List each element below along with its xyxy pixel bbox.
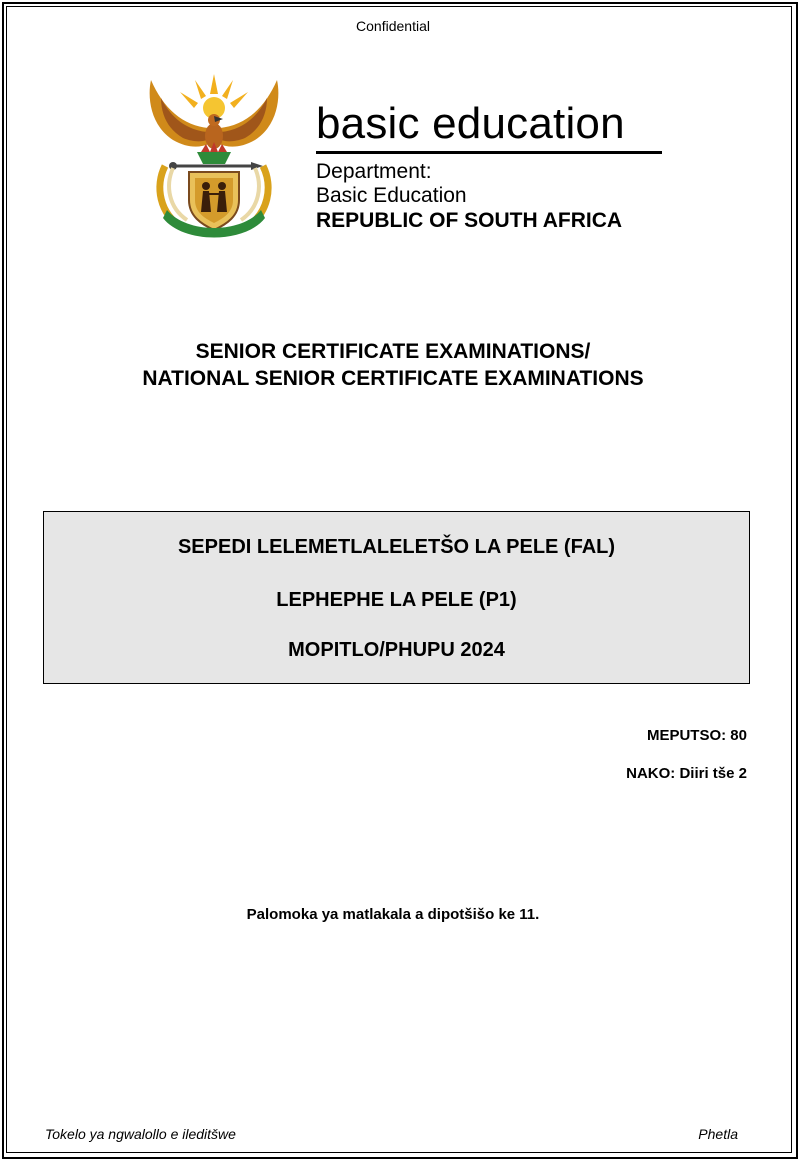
paper-number: LEPHEPHE LA PELE (P1) [276, 589, 517, 611]
brand-name: basic education [316, 99, 625, 148]
time-label: NAKO: Diiri tše 2 [626, 765, 747, 782]
exam-heading [0, 338, 786, 392]
country-name: REPUBLIC OF SOUTH AFRICA [316, 209, 623, 232]
confidential-label: Confidential [356, 18, 430, 34]
subject-name: SEPEDI LELEMETLALELETŠO LA PELE (FAL) [177, 536, 616, 558]
page-count-note: Palomoka ya matlakala a dipotšišo ke 11. [246, 906, 540, 923]
department-logo-text [316, 98, 666, 234]
department-label: Department: [316, 160, 432, 183]
exam-session: MOPITLO/PHUPU 2024 [288, 639, 505, 661]
subject-box [43, 511, 750, 684]
footer-copyright: Tokelo ya ngwalollo e ileditšwe [45, 1126, 236, 1142]
coat-of-arms-icon [143, 68, 285, 246]
brand-divider [316, 151, 662, 154]
exam-heading-line2: NATIONAL SENIOR CERTIFICATE EXAMINATIONS [142, 367, 644, 390]
marks-label: MEPUTSO: 80 [646, 727, 747, 744]
exam-heading-line1: SENIOR CERTIFICATE EXAMINATIONS/ [195, 340, 591, 363]
footer-turn-over: Phetla [698, 1126, 738, 1142]
department-name: Basic Education [316, 184, 467, 207]
